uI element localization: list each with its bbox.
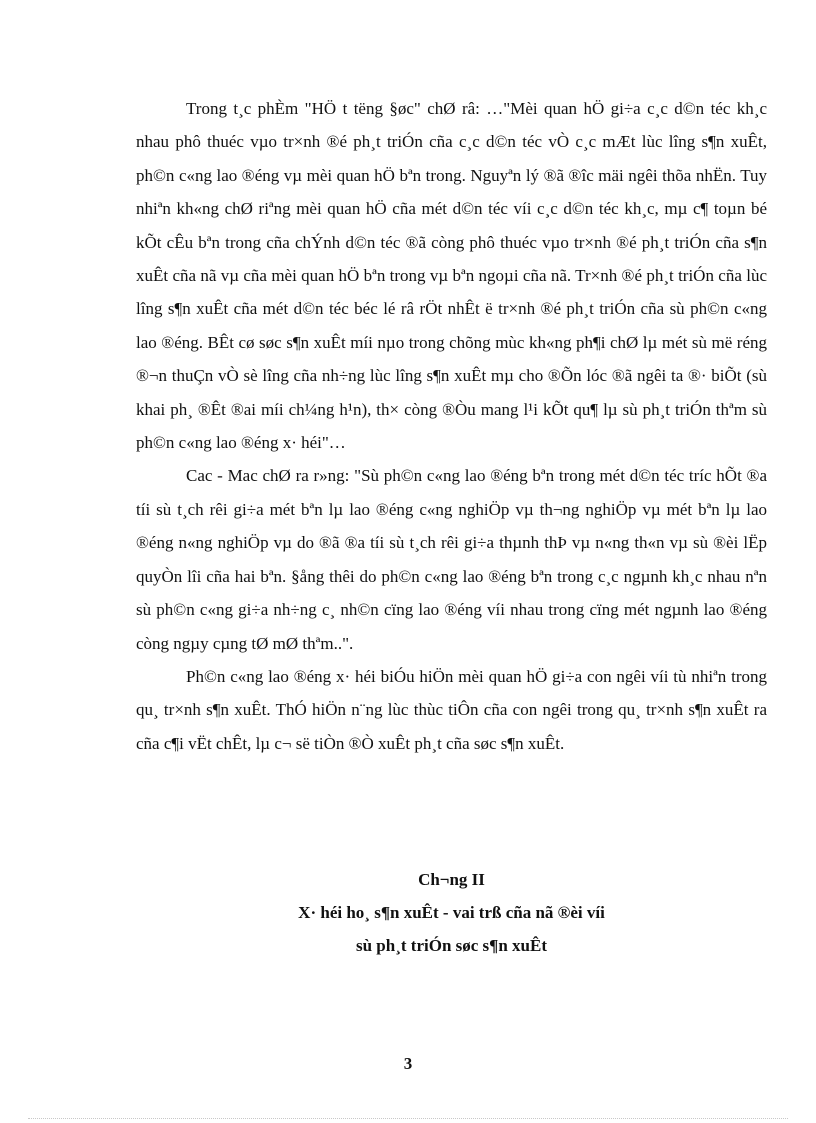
chapter-title xyxy=(136,896,767,963)
chapter-label: Ch¬ng II xyxy=(418,870,485,889)
paragraph-2: Cac - Mac chØ ra r»ng: "Sù ph©n c«ng lao ®éng bªn trong mét d©n téc tríc hÕt ®a tíi sù t¸ch rêi gi÷a mét bªn lµ lao ®éng c«ng nghiÖp vµ th¬ng nghiÖp vµ mét bªn lµ lao ®éng n«ng nghiÖp vµ do ®ã ®a tíi sù t¸ch rêi gi÷a thµnh thÞ vµ n«ng th«n vµ sù ®èi lËp quyÒn lîi cña hai bªn. §ång thêi do ph©n c«ng lao ®éng bªn trong c¸c ngµnh kh¸c nhau nªn sù ph©n c«ng gi÷a nh÷ng c¸ nh©n cïng lao ®éng víi nhau trong cïng mét ngµnh lao ®éng còng ngµy cµng tØ mØ thªm..". xyxy=(136,466,767,653)
footer-divider xyxy=(28,1118,788,1119)
paragraph-3: Ph©n c«ng lao ®éng x· héi biÓu hiÖn mèi quan hÖ gi÷a con ngêi víi tù nhiªn trong qu¸ tr×nh s¶n xuÊt. ThÓ hiÖn n¨ng lùc thùc tiÔn cña con ngêi trong qu¸ tr×nh s¶n xuÊt ra cña c¶i vËt chÊt, lµ c¬ së tiÒn ®Ò xuÊt ph¸t cña søc s¶n xuÊt. xyxy=(136,666,767,753)
chapter-title-line-1: X· héi ho¸ s¶n xuÊt - vai trß cña nã ®èi víi xyxy=(298,903,605,922)
body-text xyxy=(136,92,767,760)
paragraph-1: Trong t¸c phÈm "HÖ t tëng §øc" chØ râ: …"Mèi quan hÖ gi÷a c¸c d©n téc kh¸c nhau phô thuéc vµo tr×nh ®é ph¸t triÓn cña c¸c d©n téc vÒ c¸c mÆt lùc lîng s¶n xuÊt, ph©n c«ng lao ®éng vµ mèi quan hÖ bªn trong. Nguyªn lý ®ã ®îc mäi ngêi thõa nhËn. Tuy nhiªn kh«ng chØ riªng mèi quan hÖ cña mét d©n téc víi c¸c d©n téc kh¸c, mµ c¶ toµn bé kÕt cÊu bªn trong cña chÝnh d©n téc ®ã còng phô thuéc vµo tr×nh ®é ph¸t triÓn cña s¶n xuÊt cña nã vµ cña mèi quan hÖ bªn trong vµ bªn ngoµi cña nã. Tr×nh ®é ph¸t triÓn cña lùc lîng s¶n xuÊt cña mét d©n téc béc lé râ rÖt nhÊt ë tr×nh ®é ph¸t triÓn cña sù ph©n c«ng lao ®éng. BÊt cø søc s¶n xuÊt míi nµo trong chõng mùc kh«ng ph¶i chØ lµ mét sù më réng ®¬n thuÇn vÒ sè lîng cña nh÷ng lùc lîng s¶n xuÊt mµ cho ®Õn lóc ®ã ngêi ta ®· biÕt (sù khai ph¸ ®Êt ®ai míi ch¼ng h¹n), th× còng ®Òu mang l¹i kÕt qu¶ lµ sù ph¸t triÓn thªm sù ph©n c«ng lao ®éng x· héi"… xyxy=(136,99,767,453)
chapter-title-line-2: sù ph¸t triÓn søc s¶n xuÊt xyxy=(355,936,548,956)
page-number: 3 xyxy=(403,1054,413,1073)
